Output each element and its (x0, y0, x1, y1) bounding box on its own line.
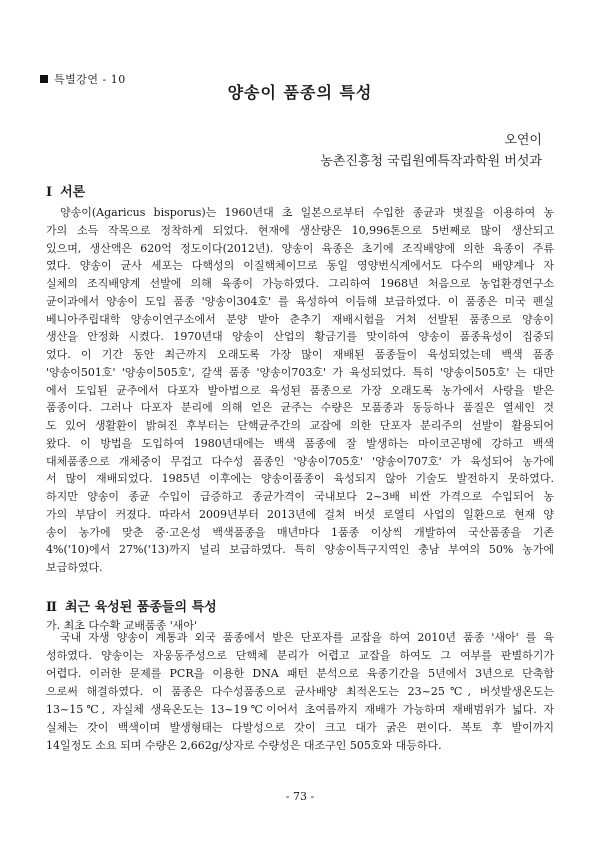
author-affiliation: 농촌진흥청 국립원예특작과학원 버섯과 (320, 154, 542, 169)
paragraph-line: 양송이(Agaricus bisporus)는 1960년대 초 일본으로부터 수입한 종균과 볏짚을 이용하여 농 (60, 206, 554, 219)
paragraph-line: 실체의 조직배양계 선발에 의해 육종이 가능하였다. 그리하여 1968년 처음으로 농업환경연구소 (46, 277, 554, 290)
lecture-tag-text: 특별강연 - 10 (54, 73, 126, 86)
paragraph-line: 가의 부담이 커졌다. 따라서 2009년부터 2013년에 걸쳐 버섯 로열티 사업의 일환으로 현재 양 (46, 507, 554, 521)
author-name: 오연이 (504, 133, 542, 148)
paragraph-line: 도 있어 생활환이 밝혀진 후부터는 단핵균주간의 교잡에 의한 단포자 분리주의 선발이 활용되어 (46, 419, 554, 432)
paragraph-line: 13~15℃, 자실체 생육온도는 13~19℃이어서 초여름까지 재배가 가능하며 재배범위가 넓다. 자 (46, 703, 554, 716)
paragraph-line: 생산을 안정화 시켰다. 1970년대 양송이 산업의 황금기를 맞이하여 양송이 품종육성이 집중되 (46, 330, 554, 344)
section-1-number: Ⅰ (46, 185, 53, 200)
section-2-heading (46, 596, 217, 615)
section-2-subheading: 가. 최초 다수확 교배품종 '새아' (46, 619, 198, 632)
paragraph-line: 베니아주립대학 양송이연구소에서 분양 받아 춘추기 재배시험을 거쳐 선발된 품종으로 양송이 (46, 312, 554, 326)
paragraph-line: '양송이501호' '양송이505호', 갈색 품종 '양송이703호' 가 육성되었다. 특히 '양송이505호' 는 대만 (46, 365, 554, 379)
paragraph-line: 성하였다. 양송이는 자웅동주성으로 단핵체 분리가 어렵고 교잡을 하여도 그 여부를 판별하기가 (46, 649, 554, 662)
section-1-heading (46, 181, 85, 200)
paragraph-line: 균이과에서 양송이 도입 품종 '양송이304호' 를 육성하여 이듬해 보급하였다. 이 품종은 미국 펜실 (46, 294, 554, 308)
paragraph-line: 4%('10)에서 27%('13)까지 널리 보급하였다. 특히 양송이특구지역인 충남 부여의 50% 농가에 (46, 543, 554, 557)
page-number: - 73 - (285, 790, 315, 803)
paragraph-line: 품종이다. 그러나 다포자 분리에 의해 얻은 균주는 수량은 모품종과 동등하나 품질은 열세인 것 (46, 401, 554, 415)
paragraph-line: 국내 자생 양송이 계통과 외국 품종에서 받은 단포자를 교잡을 하여 2010년 품종 '새아' 를 육 (60, 631, 554, 644)
paragraph-line: 었다. 이 기간 동안 최근까지 오래도록 가장 많이 재배된 품종들이 육성되었는데 백색 품종 (46, 348, 554, 361)
paragraph-line: 송이 농가에 맞춘 중·고온성 백색품종을 매년마다 1품종 이상씩 개발하여 국산품종을 기존 (46, 525, 554, 539)
paragraph-line: 왔다. 이 방법을 도입하여 1980년대에는 백색 품종에 잘 발생하는 마이코곤병에 강하고 백색 (46, 436, 554, 450)
paragraph-line: 서 많이 재배되었다. 1985년 이후에는 양송이품종이 육성되지 않아 기술도 발전하지 못하였다. (46, 472, 554, 486)
section-2-title: 최근 육성된 품종들의 특성 (64, 600, 217, 615)
page-title: 양송이 품종의 특성 (227, 83, 373, 102)
paragraph-line: 였다. 양송이 균사 세포는 다핵성의 이질핵체이므로 동일 영양번식계에서도 다수의 배양계나 자 (46, 259, 554, 273)
paragraph-line: 보급하였다. (46, 561, 103, 574)
paragraph-line: 실체는 갓이 백색이며 발생형태는 다발성으로 갓이 크고 대가 굵은 편이다. 복토 후 발이까지 (46, 721, 554, 734)
section-2-number: Ⅱ (46, 600, 57, 615)
paragraph-line: 하지만 양송이 종균 수입이 급증하고 종균가격이 국내보다 2~3배 비싼 가격으로 수입되어 농 (46, 490, 554, 503)
paragraph-line: 14일정도 소요 되며 수량은 2,662g/상자로 수량성은 대조구인 505호와 대등하다. (46, 739, 442, 752)
paragraph-line: 가의 소득 작목으로 정착하게 되었다. 현재에 생산량은 10,996톤으로 5번째로 많이 생산되고 (46, 223, 554, 237)
section-1-title: 서론 (60, 185, 86, 200)
paragraph-line: 있으며, 생산액은 620억 정도이다(2012년). 양송이 육종은 초기에 조직배양에 의한 육종이 주류 (46, 241, 554, 255)
paragraph-line: 에서 도입된 균주에서 다포자 발아법으로 육성된 품종으로 가장 오래도록 농가에서 사랑을 받은 (46, 383, 554, 397)
paragraph-line: 으로써 해결하였다. 이 품종은 다수성품종으로 균사배양 최적온도는 23~25℃, 버섯발생온도는 (46, 685, 554, 698)
paragraph-line: 대체품종으로 개체중이 무겁고 다수성 품종인 '양송이705호' '양송이707호' 가 육성되어 농가에 (46, 454, 554, 468)
paragraph-line: 어렵다. 이러한 문제를 PCR을 이용한 DNA 패턴 분석으로 육종기간을 5년에서 3년으로 단축함 (46, 667, 554, 680)
